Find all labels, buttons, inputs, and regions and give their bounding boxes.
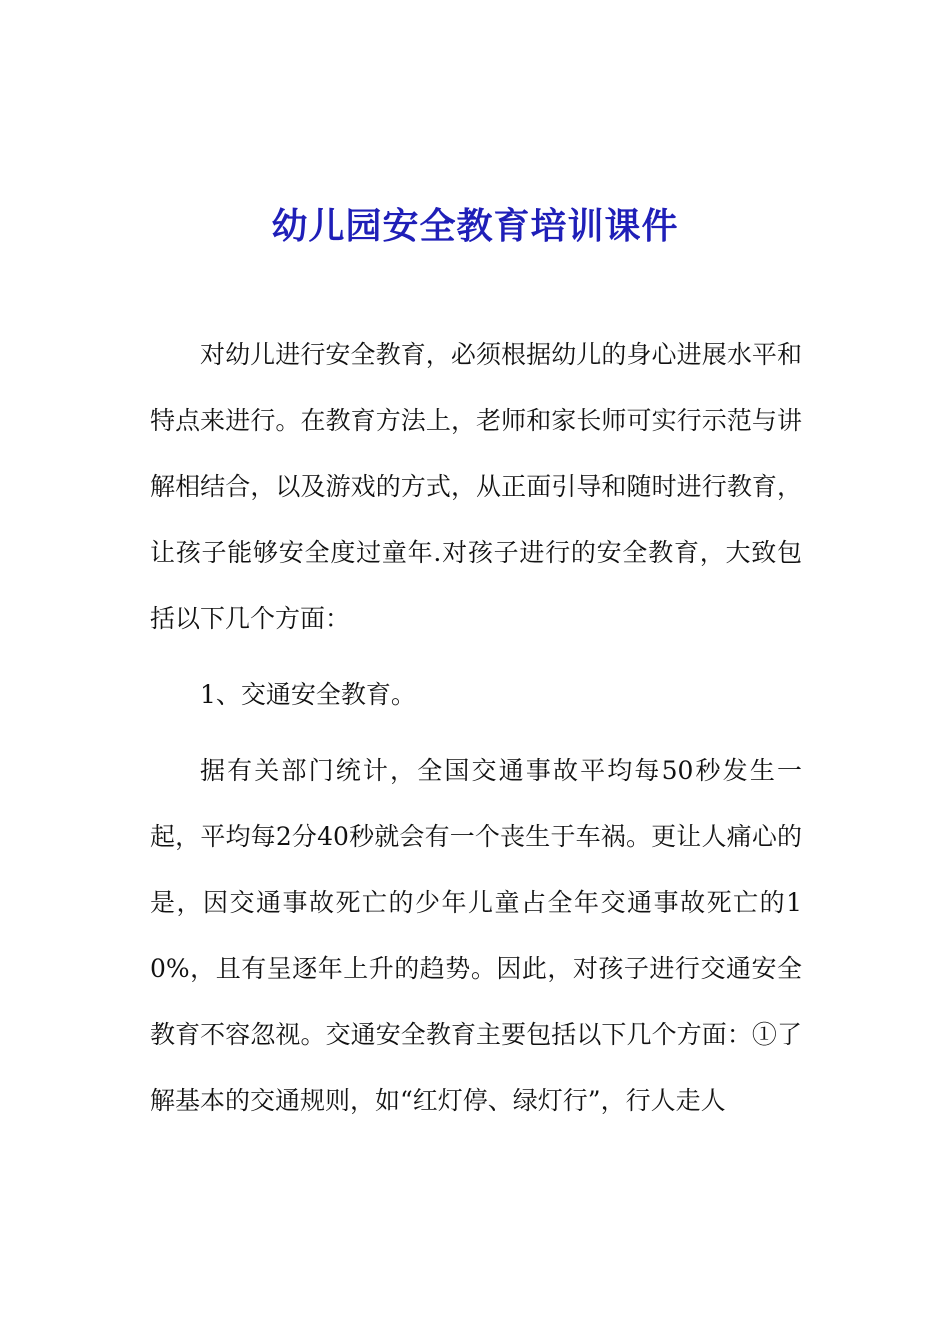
paragraph-intro: 对幼儿进行安全教育，必须根据幼儿的身心进展水平和特点来进行。在教育方法上，老师和家长师可实行示范与讲解相结合，以及游戏的方式，从正面引导和随时进行教育，让孩子能够安全度过童年.对孩子进行的安全教育，大致包括以下几个方面：: [150, 340, 802, 633]
page-title: 幼儿园安全教育培训课件: [271, 205, 679, 248]
document-body: [150, 322, 802, 1134]
paragraph-traffic-safety: 据有关部门统计，全国交通事故平均每50秒发生一起，平均每2分40秒就会有一个丧生于车祸。更让人痛心的是，因交通事故死亡的少年儿童占全年交通事故死亡的10%，且有呈逐年上升的趋势。因此，对孩子进行交通安全教育不容忽视。交通安全教育主要包括以下几个方面：①了解基本的交通规则，如“红灯停、绿灯行”，行人走人: [150, 756, 802, 1115]
paragraph-section-heading: 1、交通安全教育。: [200, 680, 416, 709]
